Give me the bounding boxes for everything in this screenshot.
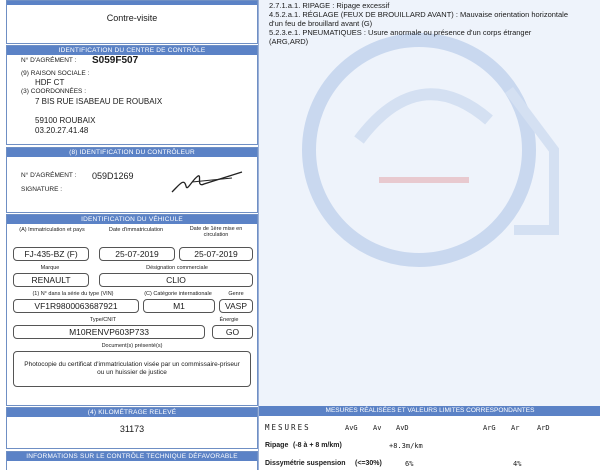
immat-value: FJ-435-BZ (F) (13, 247, 89, 261)
marque-value: RENAULT (13, 273, 89, 287)
centre-raison-label: (9) RAISON SOCIALE : (21, 70, 90, 77)
centre-agrement-label: N° D'AGRÉMENT : (21, 57, 77, 64)
centre-header: IDENTIFICATION DU CENTRE DE CONTRÔLE (7, 46, 257, 55)
dissym-limit: (<=30%) (355, 460, 382, 467)
centre-raison: HDF CT (35, 78, 65, 87)
mesures-header: MESURES RÉALISÉES ET VALEURS LIMITES CORRESPONDANTES (259, 406, 600, 416)
dissym-av: 6% (405, 460, 414, 468)
kilometrage-header: (4) KILOMÉTRAGE RELEVÉ (7, 408, 257, 417)
categorie-label: (C) Catégorie internationale (144, 291, 212, 297)
defaut-line-2: 4.5.2.a.1. RÉGLAGE (FEUX DE BROUILLARD AVANT) : Mauvaise orientation horizontale (269, 10, 569, 19)
genre-label: Genre (228, 291, 244, 297)
mesures-title: MESURES (265, 423, 311, 432)
vin-value: VF1R9800063687921 (13, 299, 139, 313)
marque-label: Marque (40, 265, 60, 271)
col-avd: AvD (396, 424, 409, 432)
categorie-value: M1 (143, 299, 215, 313)
date-immat-label: Date d'immatriculation (108, 227, 164, 233)
centre-ville: 59100 ROUBAIX (35, 116, 96, 125)
energie-value: GO (212, 325, 253, 339)
defaut-line-4: 5.2.3.e.1. PNEUMATIQUES : Usure anormale ou présence d'un corps étranger (269, 28, 532, 37)
vehicule-box (6, 214, 258, 406)
centre-adresse: 7 BIS RUE ISABEAU DE ROUBAIX (35, 97, 163, 106)
centre-agrement: S059F507 (92, 55, 139, 66)
defaut-line-3: d'un feu de brouillard avant (G) (269, 19, 373, 28)
ripage-value: +8.3m/km (389, 442, 423, 450)
energie-label: Énergie (219, 317, 239, 323)
infos-header: INFORMATIONS SUR LE CONTRÔLE TECHNIQUE DÉFAVORABLE (7, 452, 257, 461)
col-ard: ArD (537, 424, 550, 432)
ripage-limit: (-8 à + 8 m/km) (293, 442, 342, 449)
date-1ere-label: Date de 1ère mise en circulation (189, 226, 243, 238)
kilometrage-box (6, 407, 258, 449)
kilometrage-value: 31173 (119, 424, 145, 434)
date-immat-value: 25-07-2019 (99, 247, 175, 261)
type-label: Type/CNIT (89, 317, 117, 323)
controleur-agrement-label: N° D'AGRÉMENT : (21, 172, 77, 179)
immat-label: (A) Immatriculation et pays (19, 227, 85, 233)
col-avg: AvG (345, 424, 358, 432)
controleur-agrement: 059D1269 (92, 171, 134, 181)
genre-value: VASP (219, 299, 253, 313)
dissym-label: Dissymétrie suspension (265, 460, 346, 467)
documents-label: Document(s) présenté(s) (101, 343, 163, 349)
signature-label: SIGNATURE : (21, 186, 63, 193)
dissym-ar: 4% (513, 460, 522, 468)
controleur-header: (8) IDENTIFICATION DU CONTRÔLEUR (7, 148, 257, 157)
designation-label: Désignation commerciale (146, 265, 208, 271)
centre-tel: 03.20.27.41.48 (35, 126, 89, 135)
designation-value: CLIO (99, 273, 253, 287)
col-ar: Ar (511, 424, 520, 432)
col-av: Av (373, 424, 382, 432)
mesures-table (259, 416, 600, 470)
centre-coord-label: (3) COORDONNÉES : (21, 88, 87, 95)
watermark-emblem (289, 30, 569, 280)
visit-type-box (6, 0, 258, 44)
date-1ere-value: 25-07-2019 (179, 247, 253, 261)
left-column (6, 0, 258, 470)
centre-box (6, 45, 258, 145)
ripage-label: Ripage (265, 442, 289, 449)
vin-label: (1) N° dans la série du type (VIN) (32, 291, 114, 297)
col-arg: ArG (483, 424, 496, 432)
vehicule-header: IDENTIFICATION DU VÉHICULE (7, 215, 257, 224)
controleur-box (6, 147, 258, 213)
signature-image (162, 166, 252, 198)
documents-value: Photocopie du certificat d'immatriculation visée par un commissaire-priseur ou un huissier de justice (13, 351, 251, 387)
defaut-line-1: 2.7.1.a.1. RIPAGE : Ripage excessif (269, 1, 390, 10)
right-column (258, 0, 600, 470)
visit-type: Contre-visite (106, 13, 158, 23)
infos-box (6, 451, 258, 470)
type-value: M10RENVP603P733 (13, 325, 205, 339)
defaut-line-5: (ARG,ARD) (269, 37, 309, 46)
